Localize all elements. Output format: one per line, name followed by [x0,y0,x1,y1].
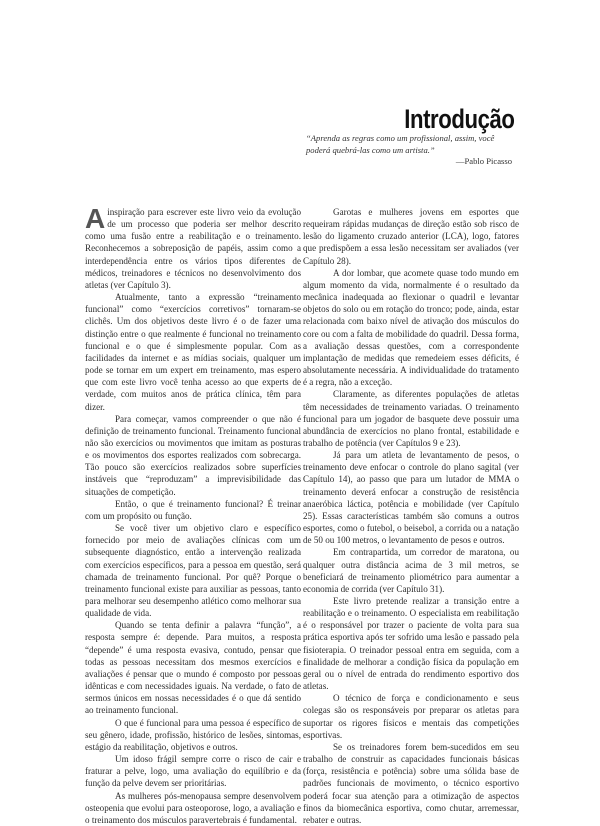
paragraph: Um idoso frágil sempre corre o risco de cair e fraturar a pelve, logo, uma avaliação do equilíbrio e da função da pelve devem ser prioritárias. [85,754,301,789]
paragraph: O que é funcional para uma pessoa é específico de seu gênero, idade, profissão, histórico de lesões, sintomas, estágio da reabilitação, objetivos e outros. [85,717,301,752]
paragraph: Já para um atleta de levantamento de pesos, o treinamento deve enfocar o controle do plano sagital (ver Capítulo 14), ao passo que para um lutador de MMA o treinamento deverá enfocar a construção de resistência anaeróbica láctica, potência e mobilidade (ver Capítulo 25). Essas características também são comuns a outros esportes, como o futebol, o beisebol, a corrida ou a natação de 50 ou 100 metros, o levantamento de pesos e outros. [303,450,519,546]
paragraph: Atualmente, tanto a expressão “treinamento funcional” como “exercícios corretivos” tornaram-se clichês. Um dos objetivos deste livro é o de fazer uma distinção entre o que realmente é funcional no treinamento funcional e o que é simplesmente popular. Com as facilidades da internet e as mídias sociais, qualquer um pode se tornar em um expert em treinamento, mas espero que com este livro você tenha acesso ao que experts de verdade, com muitos anos de prática clínica, têm para dizer. [85,292,301,412]
epigraph-author: —Pablo Picasso [455,156,512,167]
paragraph: Em contrapartida, um corredor de maratona, ou qualquer outra distância acima de 3 mil metros, se beneficiará de treinamento pliométrico para aumentar a economia de corrida (ver Capítulo 31). [303,547,519,594]
paragraph: Este livro pretende realizar a transição entre a reabilitação e o treinamento. O especialista em reabilitação é o responsável por trazer o paciente de volta para sua prática esportiva após ter sofrido uma lesão e passado pela fisioterapia. O treinador pessoal entra em seguida, com a finalidade de melhorar a condição física da população em geral ou o nível de entrada do rendimento esportivo dos atletas. [303,596,519,692]
paragraph: Se os treinadores forem bem-sucedidos em seu trabalho de construir as capacidades funcionais básicas (força, resistência e potência) sobre uma sólida base de padrões funcionais de movimento, o técnico esportivo poderá focar sua atenção para a otimização de aspectos finos da biomecânica esportiva, como chutar, arremessar, rebater e outras. [303,741,519,825]
paragraph: Para começar, vamos compreender o que não é definição de treinamento funcional. Treinamento funcional não são exercícios ou movimentos que imitam as posturas e os movimentos dos esportes realizados com sobrecarga. Tão pouco são exercícios realizados sobre superfícies instáveis que “reproduzam” a imprevisibilidade das situações de competição. [85,413,301,497]
paragraph: Garotas e mulheres jovens em esportes que requeiram rápidas mudanças de direção estão sob risco de lesão do ligamento cruzado anterior (LCA), logo, fatores que predispõem a essa lesão necessitam ser avaliados (ver Capítulo 28). [303,207,519,266]
epigraph [306,133,518,168]
paragraph: Quando se tenta definir a palavra “função”, a resposta sempre é: depende. Para muitos, a resposta “depende” é uma resposta evasiva, contudo, pensar que todas as pessoas necessitam dos mesmos exercícios e avaliações é pensar que o mundo é composto por pessoas idênticas e com necessidades iguais. Na verdade, o fato de sermos únicos em nossas necessidades é o que dá sentido ao treinamento funcional. [85,620,301,716]
paragraph: Claramente, as diferentes populações de atletas têm necessidades de treinamento variadas. O treinamento funcional para um jogador de basquete deve possuir uma abundância de exercícios no plano frontal, estabilidade e trabalho de potência (ver Capítulos 9 e 23). [303,389,519,448]
paragraph: Se você tiver um objetivo claro e específico fornecido por meio de avaliações clínicas com um subsequente diagnóstico, então a intervenção realizada com exercícios específicos, para a pessoa em questão, será chamada de treinamento funcional. Por quê? Porque o treinamento funcional existe para auxiliar as pessoas, tanto para melhorar seu desempenho atlético como melhorar sua qualidade de vida. [85,523,301,619]
page-title: Introdução [403,104,514,135]
left-column [85,203,301,826]
paragraph [85,203,301,291]
epigraph-quote: “Aprenda as regras como um profissional, assim, você poderá quebrá-las como um artista.” [306,133,495,155]
paragraph: O técnico de força e condicionamento e seus colegas são os responsáveis por preparar os atletas para suportar os rigores físicos e mentais das competições esportivas. [303,693,519,740]
paragraph: Então, o que é treinamento funcional? É treinar com um propósito ou função. [85,498,301,521]
drop-cap: A [85,203,106,234]
paragraph: As mulheres pós-menopausa sempre desenvolvem osteopenia que evolui para osteoporose, logo, a avaliação e o treinamento dos músculos paravertebrais é fundamental. [85,790,301,825]
paragraph-text: inspiração para escrever este livro veio da evolução de um processo que poderia ser melhor descrito como uma fusão entre a reabilitação e o treinamento. Reconhecemos a sobreposição de papéis, assim como a interdependência entre os vários tipos diferentes de médicos, treinadores e técnicos no desenvolvimento dos atletas (ver Capítulo 3). [85,207,301,290]
paragraph: A dor lombar, que acomete quase todo mundo em algum momento da vida, normalmente é o resultado da mecânica inadequada ao flexionar o quadril e levantar objetos do solo ou em rotação do tronco; pode, ainda, estar relacionada com baixo nível de ativação dos músculos do core ou com a falta de mobilidade do quadril. Dessa forma, a avaliação dessas questões, com a correspondente implantação de medidas que remedeiem esses déficits, é absolutamente necessária. A individualidade do tratamento é a regra, não a exceção. [303,267,519,388]
right-column [303,206,519,826]
